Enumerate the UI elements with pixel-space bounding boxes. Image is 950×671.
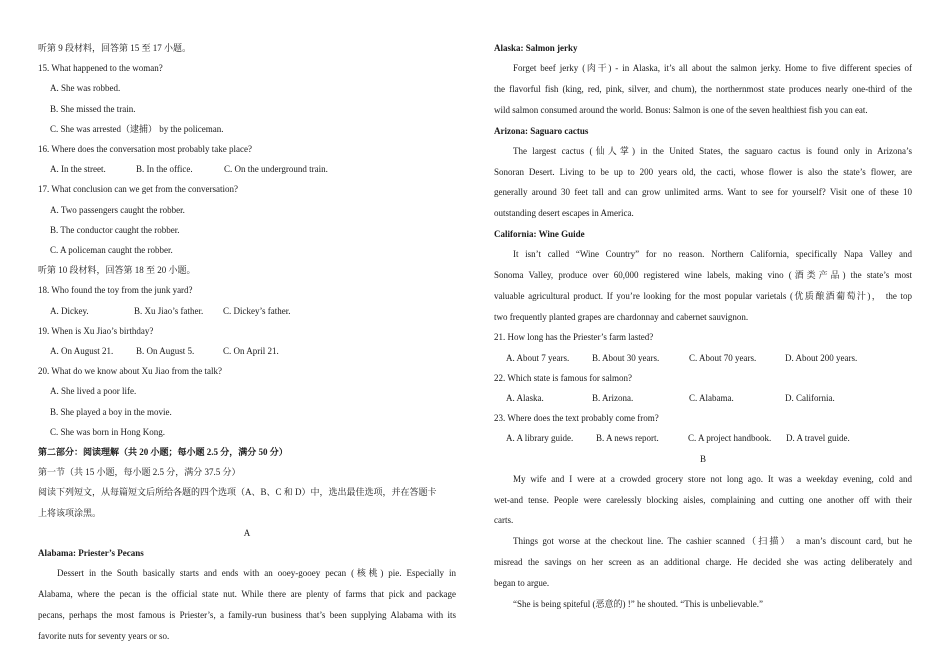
option: B. In the office.	[136, 164, 193, 175]
option: B. Arizona.	[592, 392, 634, 403]
text-line: pecans, perhaps the most famous is Priester’s, a family-run business that’s been supplying Alabama with its	[38, 609, 456, 620]
question: 17. What conclusion can we get from the conversation?	[38, 184, 239, 195]
option: D. California.	[785, 392, 835, 403]
text-line: misread the savings on her screen as an additional charge. He decided she was acting deliberately and	[494, 556, 912, 567]
option: B. She played a boy in the movie.	[50, 406, 172, 417]
option: C. A policeman caught the robber.	[50, 245, 173, 256]
instruction: 上将该项涂黑。	[38, 507, 102, 518]
passage-subtitle: Arizona: Saguaro cactus	[494, 125, 589, 136]
section-heading: 第一节（共 15 小题，每小题 2.5 分，满分 37.5 分）	[38, 467, 241, 478]
options-row	[494, 348, 912, 368]
text-line: favorite nuts for seventy years or so.	[38, 630, 170, 641]
paragraph	[494, 141, 912, 224]
option: A. She lived a poor life.	[50, 386, 137, 397]
paragraph	[494, 58, 912, 120]
text-line: Sonoma Valley, produce over 60,000 registered wine labels, making vino (酒类产品) the state’s most	[494, 269, 912, 280]
text-line: began to argue.	[494, 577, 550, 588]
passage-label: B	[699, 453, 706, 464]
options-row	[38, 301, 456, 321]
question: 18. Who found the toy from the junk yard?	[38, 285, 193, 296]
option: D. About 200 years.	[785, 352, 858, 363]
option: B. The conductor caught the robber.	[50, 224, 180, 235]
option: A. On August 21.	[50, 346, 114, 357]
option: C. On April 21.	[223, 346, 279, 357]
text-line: outstanding desert escapes in America.	[494, 208, 634, 219]
text-line: My wife and I were at a crowded grocery store not long ago. It was a weekday evening, cold and	[513, 473, 912, 484]
passage-subtitle: Alaska: Salmon jerky	[494, 43, 578, 53]
option: B. A news report.	[596, 433, 659, 444]
paragraph	[494, 244, 912, 327]
text-line: two frequently planted grapes are chardonnay and cabernet sauvignon.	[494, 311, 749, 322]
option: B. About 30 years.	[592, 352, 660, 363]
option: A. A library guide.	[506, 433, 574, 444]
option: C. A project handbook.	[688, 433, 772, 444]
paragraph	[494, 531, 912, 593]
question: 21. How long has the Priester’s farm lasted?	[494, 332, 654, 343]
instruction: 阅读下列短文，从每篇短文后所给各题的四个选项（A、B、C 和 D）中，选出最佳选项，并在答题卡	[38, 487, 437, 498]
passage-subtitle: Alabama: Priester’s Pecans	[38, 548, 144, 559]
right-column	[494, 38, 912, 614]
option: A. In the street.	[50, 164, 106, 175]
option: B. Xu Jiao’s father.	[134, 305, 204, 316]
option: A. Dickey.	[50, 305, 89, 316]
option: D. A travel guide.	[786, 433, 850, 444]
text-line: Alabama, where the pecan is the official state nut. While there are plenty of farms that pick and package	[38, 589, 456, 600]
text-line: “She is being spiteful (恶意的) !” he shouted. “This is unbelievable.”	[513, 598, 763, 609]
option: A. Two passengers caught the robber.	[50, 204, 185, 215]
question: 22. Which state is famous for salmon?	[494, 372, 633, 383]
question: 23. Where does the text probably come from?	[494, 413, 659, 424]
paragraph	[38, 563, 456, 646]
option: C. About 70 years.	[689, 352, 757, 363]
text-line: generally around 30 feet tall and can grow unlimited arms. Want to see for yourself? Visit one of these 10	[494, 187, 912, 198]
text-line: wet-and tense. People were carelessly blocking aisles, complaining and cutting one another off with their	[494, 494, 912, 505]
option: C. Dickey’s father.	[223, 305, 291, 316]
text-line: the flavorful fish (king, red, pink, silver, and chum), the northernmost state produces nearly one-third of the	[494, 84, 912, 94]
option: A. Alaska.	[506, 392, 544, 403]
text-line: carts.	[494, 515, 514, 526]
text-line: The largest cactus (仙人掌) in the United States, the saguaro cactus is found only in Arizona’s	[513, 145, 912, 156]
question: 20. What do we know about Xu Jiao from the talk?	[38, 366, 223, 377]
text-line: wild salmon consumed around the world. Bonus: Salmon is one of the seven healthiest fish you can eat.	[494, 104, 868, 115]
paragraph	[494, 594, 912, 615]
text-line: Dessert in the South basically starts and ends with an ooey-gooey pecan (核桃) pie. Especially in	[57, 568, 456, 579]
text-line: Forget beef jerky (肉干) - in Alaska, it’s all about the salmon jerky. Home to five different species of	[513, 63, 912, 74]
options-row	[494, 388, 912, 408]
option: C. She was arrested（逮捕） by the policeman.	[50, 123, 224, 134]
option: A. She was robbed.	[50, 83, 121, 94]
option: C. She was born in Hong Kong.	[50, 426, 165, 437]
options-row	[38, 341, 456, 361]
text-line: It isn’t called “Wine Country” for no reason. Northern California, specifically Napa Valley and	[513, 249, 912, 260]
option: B. She missed the train.	[50, 103, 136, 114]
option: B. On August 5.	[136, 346, 195, 357]
text-line: Things got worse at the checkout line. The cashier scanned（扫描） a man’s discount card, but he	[513, 536, 912, 547]
question: 15. What happened to the woman?	[38, 63, 163, 74]
options-row	[38, 159, 456, 179]
options-row	[494, 428, 912, 448]
option: C. Alabama.	[689, 392, 734, 403]
text-line: valuable agricultural product. If you’re looking for the most popular varietals (优质酿酒葡萄汁)， the top	[494, 290, 912, 301]
section-intro: 听第 9 段材料，回答第 15 至 17 小题。	[38, 43, 192, 53]
question: 16. Where does the conversation most probably take place?	[38, 144, 253, 155]
left-column	[38, 38, 456, 646]
text-line: Sonoran Desert. Living to be up to 200 years old, the cacti, whose flower is also the state’s flower, are	[494, 166, 912, 177]
passage-subtitle: California: Wine Guide	[494, 228, 585, 239]
option: C. On the underground train.	[224, 164, 328, 175]
section-intro: 听第 10 段材料，回答第 18 至 20 小题。	[38, 265, 196, 276]
question: 19. When is Xu Jiao’s birthday?	[38, 325, 154, 336]
part-heading: 第二部分：阅读理解（共 20 小题；每小题 2.5 分，满分 50 分）	[38, 447, 288, 458]
paragraph	[494, 469, 912, 531]
option: A. About 7 years.	[506, 352, 570, 363]
passage-label: A	[243, 527, 251, 538]
